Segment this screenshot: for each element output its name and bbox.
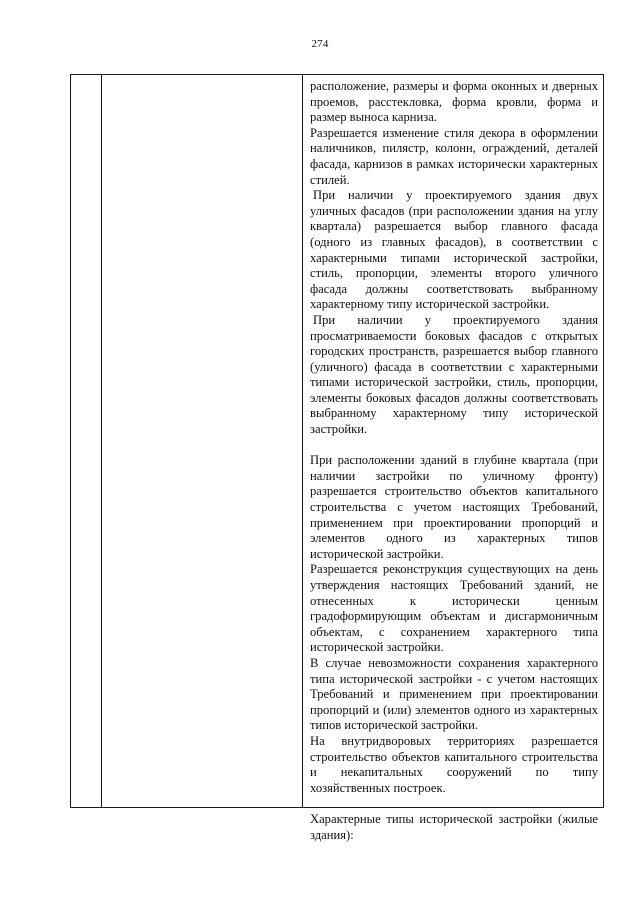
paragraph: При наличии у проектируемого здания двух уличных фасадов (при расположении здания на углу квартала) разрешается выбор главного фасада (одного из главных фасадов), в соответствии с характерными типами исторической застройки, стиль, пропорции, элементы второго уличного фасада должны соответствовать выбранному характерному типу исторической застройки. xyxy=(310,188,598,312)
paragraph: В случае невозможности сохранения характерного типа исторической застройки - с учетом настоящих Требований и применением при проектировании пропорций и (или) элементов одного из характерных типов исторической застройки. xyxy=(310,655,598,733)
paragraph: При наличии у проектируемого здания просматриваемости боковых фасадов с открытых городских пространств, разрешается выбор главного (уличного) фасада в соответствии с характерными типами исторической застройки, стиль, пропорции, элементы боковых фасадов должны соответствовать выбранному характерному типу исторической застройки. xyxy=(310,312,598,437)
requirements-text-cell xyxy=(310,79,598,843)
page-number: 274 xyxy=(311,38,329,50)
paragraph: Характерные типы исторической застройки (жилые здания): xyxy=(310,811,598,842)
blank-line xyxy=(310,796,598,812)
blank-line xyxy=(310,438,598,454)
paragraph: На внутридворовых территориях разрешается строительство объектов капитального строительства и некапитальных сооружений по типу хозяйственных построек. xyxy=(310,733,598,795)
paragraph: расположение, размеры и форма оконных и дверных проемов, расстекловка, форма кровли, форма и размер выноса карниза. xyxy=(310,79,598,125)
paragraph: При расположении зданий в глубине квартала (при наличии застройки по уличному фронту) разрешается строительство объектов капитального строительства с учетом настоящих Требований, применением при проектировании пропорций и элементов одного из характерных типов исторической застройки. xyxy=(310,453,598,561)
paragraph: Разрешается реконструкция существующих на день утверждения настоящих Требований зданий, не отнесенных к исторически ценным градоформирующим объектам и дисгармоничным объектам, с сохранением характерного типа исторической застройки. xyxy=(310,562,598,655)
column-divider-2 xyxy=(302,75,303,807)
column-divider-1 xyxy=(101,75,102,807)
paragraph: Разрешается изменение стиля декора в оформлении наличников, пилястр, колонн, ограждений, деталей фасада, карнизов в рамках исторически характерных стилей. xyxy=(310,125,598,187)
requirements-table xyxy=(70,74,604,842)
